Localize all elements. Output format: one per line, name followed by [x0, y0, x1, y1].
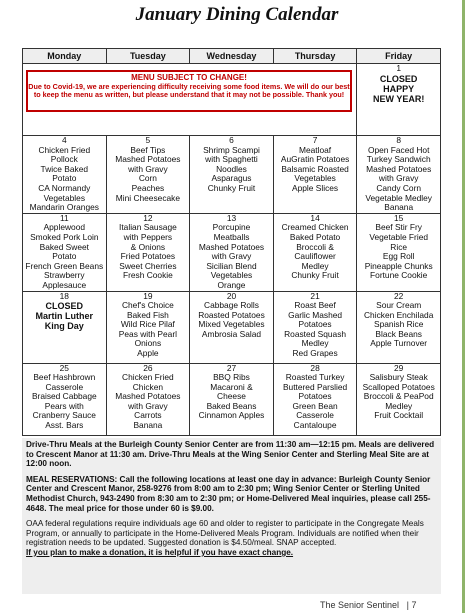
oaa-info — [26, 519, 437, 557]
menu-item: Sicilian Blend — [206, 260, 257, 271]
day-number: 28 — [310, 362, 320, 373]
menu-item: Chicken Fried — [122, 372, 174, 383]
menu-item: Asst. Bars — [45, 420, 84, 431]
day-number: 20 — [226, 290, 237, 301]
menu-item: Turkey Sandwich — [366, 154, 431, 165]
menu-item: Chicken Enchilada — [364, 309, 434, 320]
menu-item: Macaroni & — [210, 381, 253, 392]
menu-item: Sour Cream — [376, 300, 422, 311]
day-header-tuesday: Tuesday — [106, 49, 190, 64]
menu-change-notice — [26, 70, 352, 112]
menu-item: Porcupine — [212, 222, 251, 233]
menu-item: Mandarin Oranges — [29, 202, 99, 213]
menu-item: with Gravy — [128, 400, 168, 411]
menu-item: Braised Cabbage — [31, 391, 97, 402]
oaa-text: OAA federal regulations require individuals age 60 and older to register to participate in the Congregate Meals Program, or annually to participate in the Home-Delivered Meals Program. Individuals are notified when their registration needs to be updated. Suggested donation is $4.50/meal. SNAP accepted. — [26, 519, 424, 548]
menu-item: Black Beans — [375, 328, 422, 339]
menu-item: Potato — [52, 251, 77, 262]
menu-item: Roast Beef — [294, 300, 336, 311]
day-number: 8 — [396, 135, 402, 145]
day-number: 14 — [310, 212, 320, 223]
menu-item: Mini Cheesecake — [115, 192, 181, 203]
menu-item: Casserole — [296, 410, 334, 421]
day-cell-19 — [106, 291, 190, 363]
menu-item: Smoked Pork Loin — [30, 231, 99, 242]
menu-item: Scalloped Potatoes — [362, 381, 435, 392]
menu-item: Vegetable Medley — [365, 192, 432, 203]
menu-item: Beef Stir Fry — [375, 222, 422, 233]
menu-item: Fresh Cookie — [122, 270, 173, 281]
page-footer — [320, 600, 416, 610]
menu-item: Chicken — [132, 381, 164, 392]
menu-item: Fruit Cocktail — [374, 410, 424, 421]
menu-item: with Gravy — [211, 251, 252, 262]
menu-item: Mashed Potatoes — [198, 241, 265, 252]
day-number: 19 — [143, 290, 153, 301]
day-number: 29 — [394, 362, 404, 373]
day-line-bold: Martin Luther — [35, 311, 94, 322]
menu-item: Broccoli & PeaPod — [363, 391, 434, 402]
menu-item: Broccoli & — [296, 241, 334, 252]
day-cell-12 — [106, 213, 190, 291]
menu-item: Baked Sweet — [39, 241, 89, 252]
menu-item: Balsamic Roasted — [281, 163, 349, 174]
menu-item: Casserole — [45, 381, 84, 392]
day-cell-14 — [273, 213, 357, 291]
menu-item: Onions — [134, 338, 162, 349]
day-header-thursday: Thursday — [273, 49, 357, 64]
day-line: CLOSED — [379, 73, 418, 84]
menu-item: Mixed Vegetables — [198, 319, 265, 330]
page-edge-rule — [462, 0, 465, 613]
menu-item: Meatballs — [213, 231, 250, 242]
day-cell-1 — [357, 64, 441, 136]
menu-item: Chunky Fruit — [291, 270, 339, 281]
day-number: 18 — [59, 290, 69, 301]
day-number: 7 — [312, 135, 318, 145]
day-cell-15 — [357, 213, 441, 291]
menu-item: Mashed Potatoes — [366, 163, 432, 174]
menu-item: Buttered Parslied — [282, 381, 348, 392]
day-number: 27 — [226, 362, 237, 373]
menu-item: Open Faced Hot — [367, 144, 430, 155]
menu-item: Vegetables — [43, 192, 86, 203]
menu-item: Beef Tips — [130, 144, 166, 155]
menu-item: Medley — [385, 400, 413, 411]
menu-item: Cabbage Rolls — [204, 300, 259, 311]
day-header-row — [23, 49, 441, 64]
day-number: 12 — [143, 212, 153, 223]
menu-item: Green Bean — [292, 400, 338, 411]
menu-item: Ambrosia Salad — [201, 328, 262, 339]
menu-item: Chicken Fried — [38, 144, 91, 155]
menu-item: & Onions — [130, 241, 166, 252]
day-cell-18 — [23, 291, 107, 363]
menu-item: Applewood — [43, 222, 86, 233]
menu-item: Banana — [133, 420, 163, 431]
day-number: 4 — [61, 135, 67, 145]
menu-item: with Gravy — [378, 173, 419, 184]
drive-thru-info: Drive-Thru Meals at the Burleigh County Senior Center are from 11:30 am—12:15 pm. Meals are delivered to Crescent Manor at 11:30 am. Drive-Thru Meals at the Wing Senior Center and Sterling Meal Site are at 12:00 noon. — [26, 440, 435, 469]
day-cell-25 — [23, 363, 107, 435]
menu-item: AuGratin Potatoes — [280, 154, 350, 165]
menu-item: Pollock — [50, 154, 78, 165]
day-number: 1 — [396, 63, 402, 73]
menu-item: Strawberry — [44, 270, 85, 281]
day-cell-29 — [357, 363, 441, 435]
menu-item: Cauliflower — [294, 251, 336, 262]
day-number: 11 — [59, 212, 69, 223]
menu-item: Peas with Pearl — [118, 328, 177, 339]
week-row-5 — [23, 363, 441, 435]
menu-item: Roasted Potatoes — [198, 309, 265, 320]
menu-item: Twice Baked — [40, 163, 89, 174]
menu-item: Candy Corn — [376, 182, 422, 193]
menu-item: Baked Fish — [126, 309, 169, 320]
menu-item: Cranberry Sauce — [32, 410, 96, 421]
menu-item: Italian Sausage — [119, 222, 177, 233]
notice-heading: MENU SUBJECT TO CHANGE! — [131, 73, 247, 82]
menu-item: Baked Beans — [206, 400, 257, 411]
menu-item: Sweet Cherries — [119, 260, 177, 271]
menu-item: Cinnamon Apples — [198, 410, 265, 421]
donation-note: If you plan to make a donation, it is helpful if you have exact change. — [26, 547, 294, 557]
week-row-4 — [23, 291, 441, 363]
menu-item: Beef Hashbrown — [33, 372, 96, 383]
menu-item: Banana — [384, 202, 414, 213]
menu-item: Vegetable Fried — [369, 231, 429, 242]
menu-item: Red Grapes — [292, 348, 338, 359]
day-number: 25 — [59, 362, 69, 373]
menu-item: CA Normandy — [38, 182, 91, 193]
day-cell-8 — [357, 136, 441, 214]
day-line-bold: King Day — [44, 321, 84, 332]
menu-item: with Spaghetti — [205, 154, 258, 165]
day-line: HAPPY — [383, 83, 415, 94]
day-number: 13 — [226, 212, 237, 223]
day-line: NEW YEAR! — [373, 93, 425, 104]
day-number: 5 — [145, 135, 151, 145]
menu-item: with Peppers — [123, 231, 173, 242]
menu-item: Spanish Rice — [374, 319, 424, 330]
day-header-monday: Monday — [23, 49, 107, 64]
menu-item: Chef's Choice — [121, 300, 174, 311]
publication-name: The Senior Sentinel — [320, 600, 400, 610]
menu-item: Apple Turnover — [370, 338, 428, 349]
menu-item: Salisbury Steak — [369, 372, 428, 383]
menu-item: Mashed Potatoes — [115, 391, 181, 402]
page-number: 7 — [411, 600, 417, 610]
menu-item: Fried Potatoes — [120, 251, 176, 262]
menu-item: Noodles — [216, 163, 247, 174]
day-cell-6 — [190, 136, 274, 214]
menu-item: Orange — [217, 279, 246, 290]
menu-item: Chunky Fruit — [207, 182, 256, 193]
menu-item: Fortune Cookie — [370, 270, 428, 281]
menu-item: Carrots — [134, 410, 162, 421]
menu-item: Pineapple Chunks — [364, 260, 433, 271]
menu-item: Potato — [52, 173, 77, 184]
menu-item: Asparagus — [211, 173, 252, 184]
menu-item: Vegetables — [210, 270, 253, 281]
menu-item: Apple Slices — [292, 182, 339, 193]
day-cell-7 — [273, 136, 357, 214]
day-number: 26 — [143, 362, 153, 373]
day-cell-11 — [23, 213, 107, 291]
menu-item: Pears with — [44, 400, 84, 411]
menu-item: Applesauce — [42, 279, 87, 290]
menu-item: Cantaloupe — [293, 420, 337, 431]
page-title: January Dining Calendar — [135, 4, 339, 25]
menu-item: BBQ Ribs — [213, 372, 250, 383]
day-number: 22 — [394, 290, 404, 301]
day-cell-5 — [106, 136, 190, 214]
day-number: 6 — [229, 135, 234, 145]
footer-separator: | — [406, 600, 409, 610]
menu-item: Creamed Chicken — [281, 222, 349, 233]
week-row-2 — [23, 136, 441, 214]
notice-body: Due to Covid-19, we are experiencing difficulty receiving some food items. We will do our best to keep the menu as written, but please understand that it may not be possible. Thank you! — [28, 82, 350, 100]
day-cell-28 — [273, 363, 357, 435]
menu-item: Rice — [390, 241, 408, 252]
day-line-bold: CLOSED — [45, 301, 84, 312]
menu-item: Shrimp Scampi — [203, 144, 260, 155]
menu-item: Corn — [138, 173, 157, 184]
day-cell-22 — [357, 291, 441, 363]
menu-item: Medley — [301, 338, 329, 349]
day-cell-26 — [106, 363, 190, 435]
menu-item: Roasted Turkey — [285, 372, 345, 383]
week-row-3 — [23, 213, 441, 291]
meal-reservations-info: MEAL RESERVATIONS: Call the following locations at least one day in advance: Burleigh County Senior Center and Crescent Manor, 258-9276 from 8:00 am to 2:30 pm; Wing Senior Center or Sterling United Methodist Church, 943-2490 from 8:30 am to 2:30 pm; or Home-Delivered Meal inquiries, please call 255-4648. The meal price for those under 60 is $9.00. — [26, 474, 431, 513]
menu-item: Mashed Potatoes — [115, 154, 181, 165]
day-number: 21 — [310, 290, 320, 301]
menu-item: Cheese — [217, 391, 246, 402]
day-cell-4 — [23, 136, 107, 214]
menu-item: Medley — [301, 260, 329, 271]
day-cell-21 — [273, 291, 357, 363]
menu-item: Egg Roll — [382, 251, 415, 262]
menu-item: Garlic Mashed — [288, 309, 343, 320]
menu-item: Peaches — [131, 182, 165, 193]
menu-item: Potatoes — [298, 319, 332, 330]
meal-info-panel — [22, 438, 441, 594]
day-header-wednesday: Wednesday — [190, 49, 274, 64]
menu-item: Vegetables — [294, 173, 336, 184]
day-cell-27 — [190, 363, 274, 435]
menu-item: Apple — [137, 348, 159, 359]
menu-item: Roasted Squash — [284, 328, 347, 339]
day-cell-20 — [190, 291, 274, 363]
menu-item: Baked Potato — [289, 231, 341, 242]
menu-item: French Green Beans — [25, 260, 104, 271]
day-header-friday: Friday — [357, 49, 441, 64]
menu-item: Potatoes — [298, 391, 332, 402]
menu-item: Meatloaf — [299, 144, 332, 155]
day-number: 15 — [394, 212, 404, 223]
day-cell-13 — [190, 213, 274, 291]
menu-item: Wild Rice Pilaf — [120, 319, 175, 330]
menu-item: with Gravy — [128, 163, 168, 174]
